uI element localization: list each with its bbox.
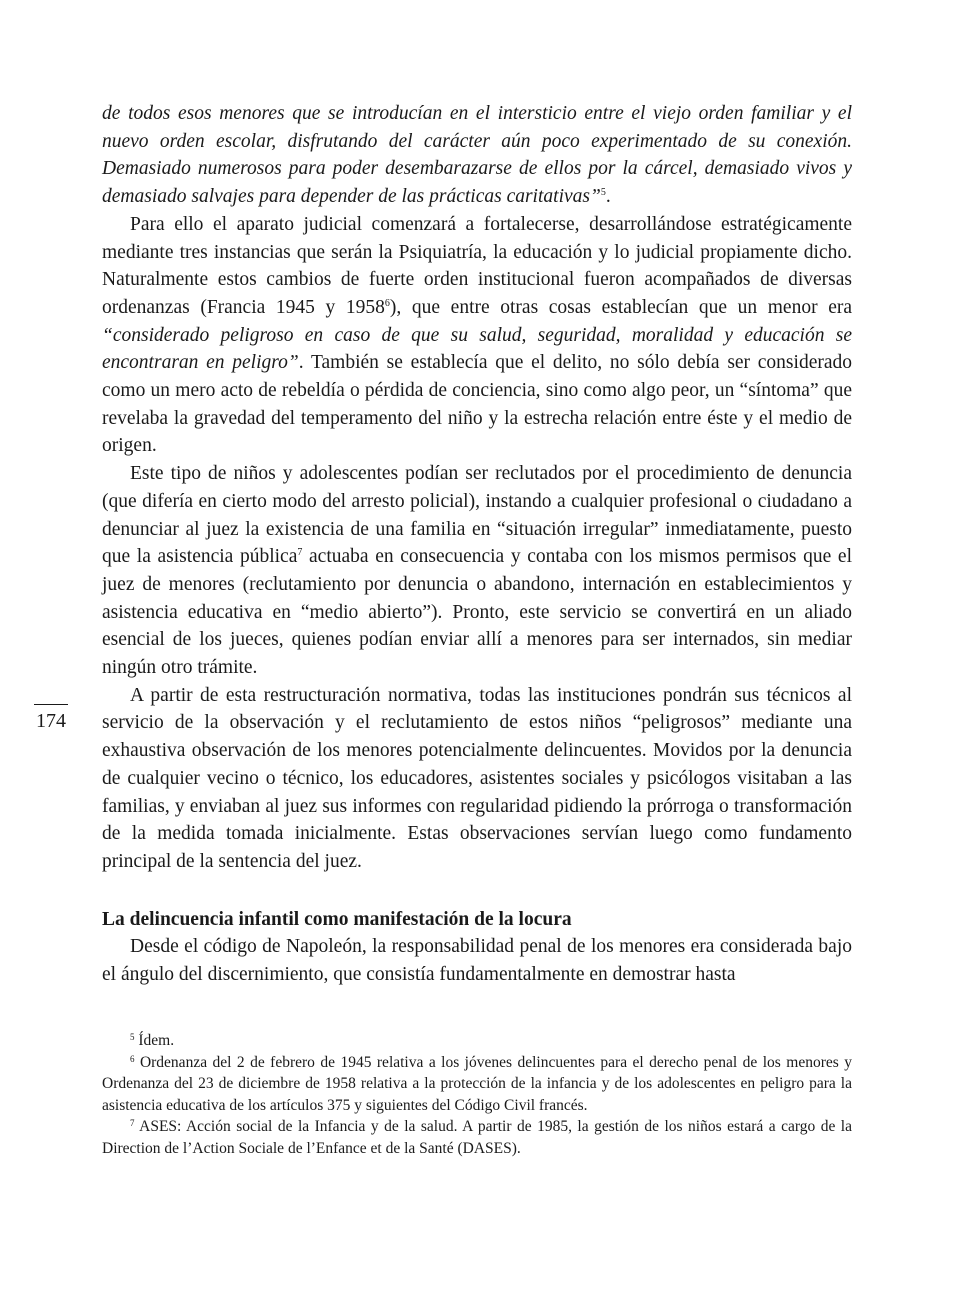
footnotes <box>102 1030 852 1159</box>
paragraph-2-text-b: ), que entre otras cosas establecían que un menor era <box>389 296 853 318</box>
quote-text: de todos esos menores que se introducían en el intersticio entre el viejo orden familiar y el nuevo orden escolar, disfrutando del carácter aún poco experimentado de su conexión. Demasiado numerosos para poder desembarazarse de ellos por la cárcel, demasiado vivos y demasiado salvajes para depender de las prácticas caritativas” <box>102 103 852 208</box>
paragraph-1 <box>102 100 852 211</box>
section-heading: La delincuencia infantil como manifestación de la locura <box>102 908 572 930</box>
paragraph-4: A partir de esta restructuración normativa, todas las instituciones pondrán sus técnicos al servicio de la observación y el reclutamiento de estos niños “peligrosos” mediante una exhaustiva observación de los menores potencialmente delincuentes. Movidos por la denuncia de cualquier vecino o técnico, los educadores, asistentes sociales y psicólogos visitaban a las familias, y enviaban al juez sus informes con regularidad pidiendo la prórroga o transformación de la medida tomada inicialmente. Estas observaciones servían luego como fundamento principal de la sentencia del juez. <box>102 684 852 872</box>
page-folio <box>34 704 68 733</box>
folio-rule <box>34 704 68 705</box>
paragraph-3 <box>102 460 852 682</box>
paragraph-3-text-b: actuaba en consecuencia y contaba con los mismos permisos que el juez de menores (reclutamiento por denuncia o abandono, internación en establecimientos y asistencia educativa en “medio abierto”). Pronto, este servicio se convertirá en un aliado esencial de los jueces, quienes podían enviar allí a menores para ser internados, sin mediar ningún otro trámite. <box>102 546 852 679</box>
note-ref-7: 7 <box>297 547 303 559</box>
paragraph-2-quote: “considerado peligroso en caso de que su salud, seguridad, moralidad y educación se encontraran en peligro” <box>102 324 852 374</box>
paragraph-2-text-a: Para ello el aparato judicial comenzará a fortalecerse, desarrollándose estratégicamente mediante tres instancias que serán la Psiquiatría, la educación y lo judicial propiamente dicho. Naturalmente estos cambios de fuerte orden institucional fueron acompañados de diversas ordenanzas (Francia 1945 y 1958 <box>102 213 852 318</box>
page-number: 174 <box>36 710 66 732</box>
note-ref-5: 5 <box>600 187 606 199</box>
page-body <box>102 100 852 989</box>
footnote-6 <box>102 1052 852 1117</box>
footnote-number: 7 <box>130 1118 135 1128</box>
footnote-text: ASES: Acción social de la Infancia y de la salud. A partir de 1985, la gestión de los niños estará a cargo de la Direction de l’Action Sociale de l’Enfance et de la Santé (DASES). <box>102 1118 852 1157</box>
paragraph-5: Desde el código de Napoleón, la responsabilidad penal de los menores era considerada bajo el ángulo del discernimiento, que consistía fundamentalmente en demostrar hasta <box>102 936 852 986</box>
footnote-text: Ordenanza del 2 de febrero de 1945 relativa a los jóvenes delincuentes para el derecho penal de los menores y Ordenanza del 23 de diciembre de 1958 relativa a la protección de la infancia y de los adolescentes en peligro para la asistencia educativa de los artículos 375 y siguientes del Código Civil francés. <box>102 1053 852 1114</box>
paragraph-2-text-c: . También se establecía que el delito, no sólo debía ser considerado como un mero acto de rebeldía o pérdida de conciencia, sino como algo peor, un “síntoma” que revelaba la gravedad del temperamento del niño y la estrecha relación entre éste y el medio de origen. <box>102 352 852 457</box>
paragraph-3-text-a: Este tipo de niños y adolescentes podían ser reclutados por el procedimiento de denuncia (que difería en cierto modo del arresto policial), instando a cualquier profesional o ciudadano a denunciar al juez la existencia de una familia en “situación irregular” inmediatamente, puesto que la asistencia pública <box>102 463 852 568</box>
footnote-number: 6 <box>130 1053 135 1064</box>
note-ref-6: 6 <box>384 297 390 309</box>
footnote-text: Ídem. <box>134 1032 175 1049</box>
footnote-number: 5 <box>130 1032 135 1042</box>
paragraph-1-end: . <box>605 186 611 208</box>
paragraph-2 <box>102 211 852 460</box>
footnote-5 <box>102 1030 852 1052</box>
footnote-7 <box>102 1116 852 1159</box>
